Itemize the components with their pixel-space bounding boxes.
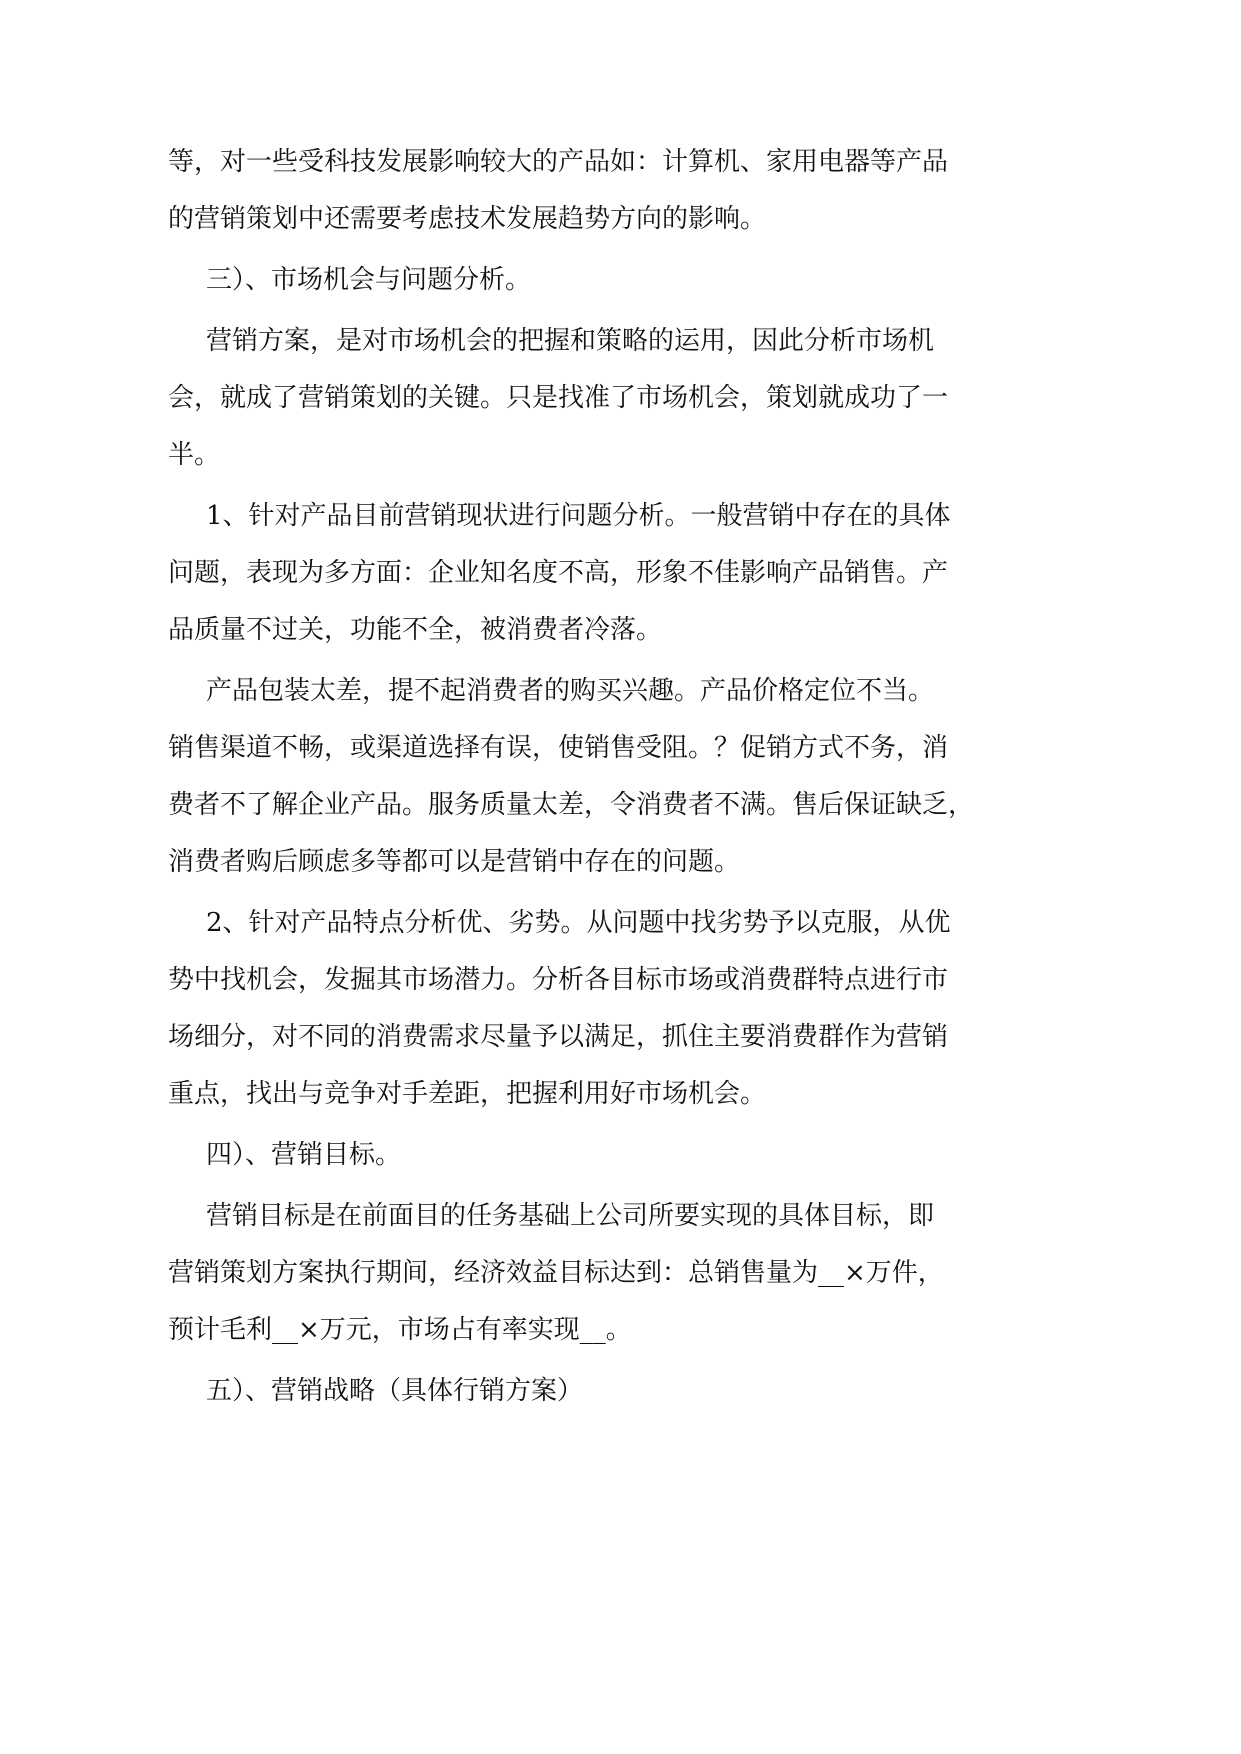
text-line: 预计毛利__×万元，市场占有率实现__。: [168, 1315, 632, 1345]
text-line: 等，对一些受科技发展影响较大的产品如：计算机、家用电器等产品: [168, 147, 949, 177]
text-line: 问题，表现为多方面：企业知名度不高，形象不佳影响产品销售。产: [168, 558, 949, 588]
section-heading-text: 三）、市场机会与问题分析。: [206, 265, 532, 295]
text-line: 费者不了解企业产品。服务质量太差，令消费者不满。售后保证缺乏，: [168, 790, 975, 820]
text-line: 营销策划方案执行期间，经济效益目标达到：总销售量为__×万件，: [168, 1258, 944, 1288]
section-heading: [168, 1127, 1121, 1184]
text-line: 1、针对产品目前营销现状进行问题分析。一般营销中存在的具体: [206, 501, 951, 531]
text-line: 的营销策划中还需要考虑技术发展趋势方向的影响。: [168, 204, 767, 234]
paragraph: [168, 313, 1121, 484]
text-line: 场细分，对不同的消费需求尽量予以满足，抓住主要消费群作为营销: [168, 1022, 949, 1052]
section-heading-text: 五）、营销战略（具体行销方案）: [206, 1376, 584, 1406]
text-line: 销售渠道不畅，或渠道选择有误，使销售受阻。？促销方式不务，消: [168, 733, 949, 763]
section-heading-text: 四）、营销目标。: [206, 1140, 402, 1170]
text-line: 半。: [168, 440, 221, 470]
paragraph: [168, 488, 1121, 659]
text-line: 消费者购后顾虑多等都可以是营销中存在的问题。: [168, 847, 741, 877]
text-line: 品质量不过关，功能不全，被消费者冷落。: [168, 615, 663, 645]
paragraph: [168, 134, 1121, 248]
text-line: 营销目标是在前面目的任务基础上公司所要实现的具体目标，即: [206, 1201, 935, 1231]
text-line: 2、针对产品特点分析优、劣势。从问题中找劣势予以克服，从优: [206, 908, 951, 938]
section-heading: [168, 1363, 1121, 1420]
paragraph: [168, 663, 1121, 891]
text-line: 重点，找出与竞争对手差距，把握利用好市场机会。: [168, 1079, 767, 1109]
text-line: 势中找机会，发掘其市场潜力。分析各目标市场或消费群特点进行市: [168, 965, 949, 995]
text-line: 会，就成了营销策划的关键。只是找准了市场机会，策划就成功了一: [168, 383, 949, 413]
text-line: 营销方案，是对市场机会的把握和策略的运用，因此分析市场机: [206, 326, 935, 356]
paragraph: [168, 895, 1121, 1123]
text-line: 产品包装太差，提不起消费者的购买兴趣。产品价格定位不当。: [206, 676, 935, 706]
paragraph: [168, 1188, 1121, 1359]
section-heading: [168, 252, 1121, 309]
